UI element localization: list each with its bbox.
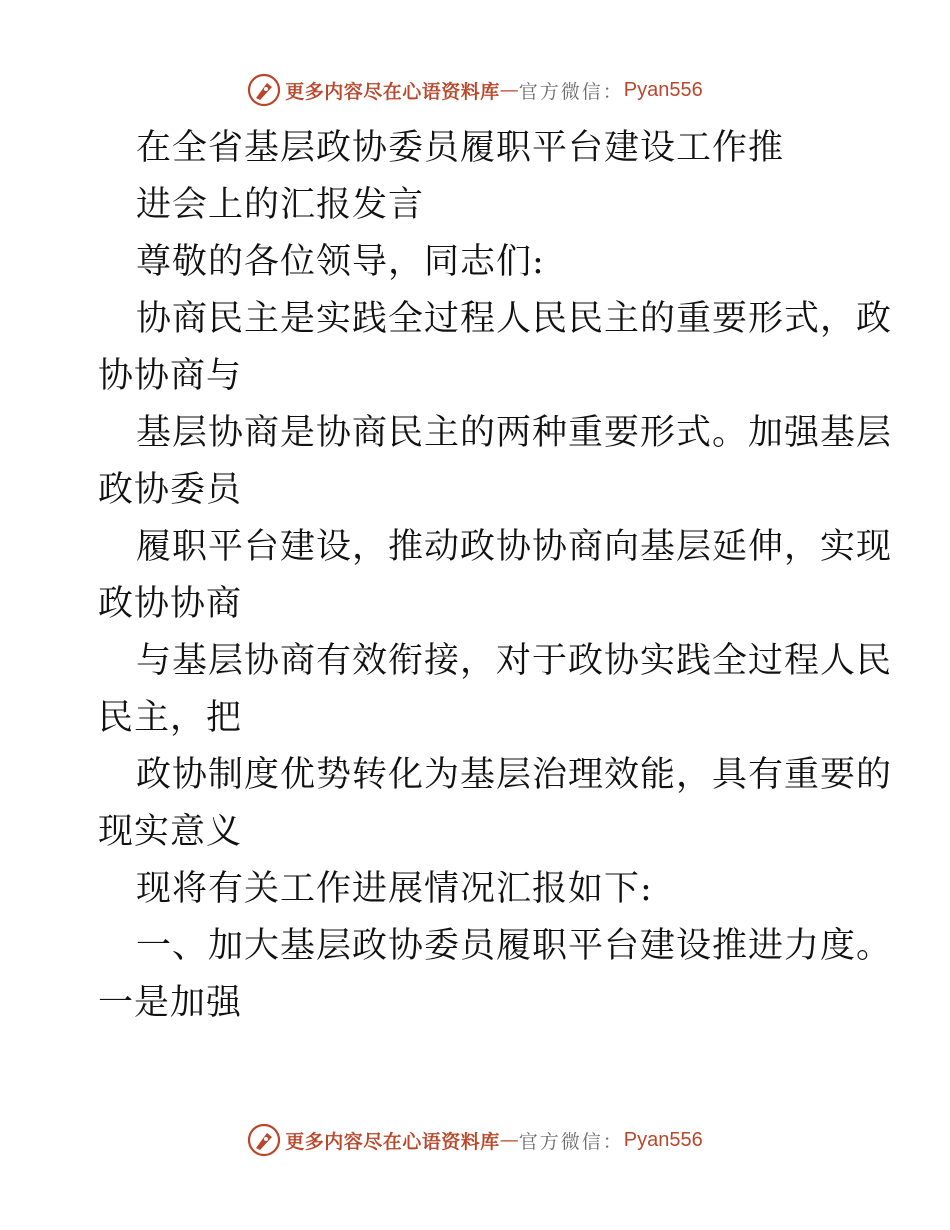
document-line: 进会上的汇报发言 xyxy=(136,185,425,225)
pen-nib-logo-icon xyxy=(247,1123,281,1157)
document-line: 政协制度优势转化为基层治理效能，具有重要的 xyxy=(136,755,893,795)
watermark-wechat-id: Pyan556 xyxy=(623,78,703,101)
document-body xyxy=(98,120,893,1032)
document-line: 在全省基层政协委员履职平台建设工作推 xyxy=(136,128,785,168)
document-line: 民主，把 xyxy=(98,698,243,738)
document-line: 政协协商 xyxy=(98,584,243,624)
document-line: 一是加强 xyxy=(98,983,243,1023)
pen-nib-logo-icon xyxy=(247,73,281,107)
document-line: 尊敬的各位领导，同志们: xyxy=(136,242,545,282)
document-line: 与基层协商有效衔接，对于政协实践全过程人民 xyxy=(136,641,893,681)
document-line: 政协委员 xyxy=(98,470,243,510)
document-line: 现实意义 xyxy=(98,812,243,852)
document-line: 一、加大基层政协委员履职平台建设推进力度。 xyxy=(136,926,893,966)
watermark-official-label: 官方微信： xyxy=(518,80,624,103)
watermark-banner-top xyxy=(0,70,950,110)
watermark-separator: — xyxy=(499,1129,519,1151)
watermark-brand: 更多内容尽在心语资料库 xyxy=(285,1130,500,1153)
watermark-official-label: 官方微信： xyxy=(518,1130,624,1153)
watermark-brand: 更多内容尽在心语资料库 xyxy=(285,80,500,103)
watermark-separator: — xyxy=(499,79,519,101)
document-line: 协商民主是实践全过程人民民主的重要形式，政 xyxy=(136,299,893,339)
document-line: 协协商与 xyxy=(98,356,243,396)
document-line: 履职平台建设，推动政协协商向基层延伸，实现 xyxy=(136,527,893,567)
watermark-wechat-id: Pyan556 xyxy=(623,1128,703,1151)
watermark-banner-bottom xyxy=(0,1120,950,1160)
document-line: 现将有关工作进展情况汇报如下: xyxy=(136,869,653,909)
document-line: 基层协商是协商民主的两种重要形式。加强基层 xyxy=(136,413,893,453)
